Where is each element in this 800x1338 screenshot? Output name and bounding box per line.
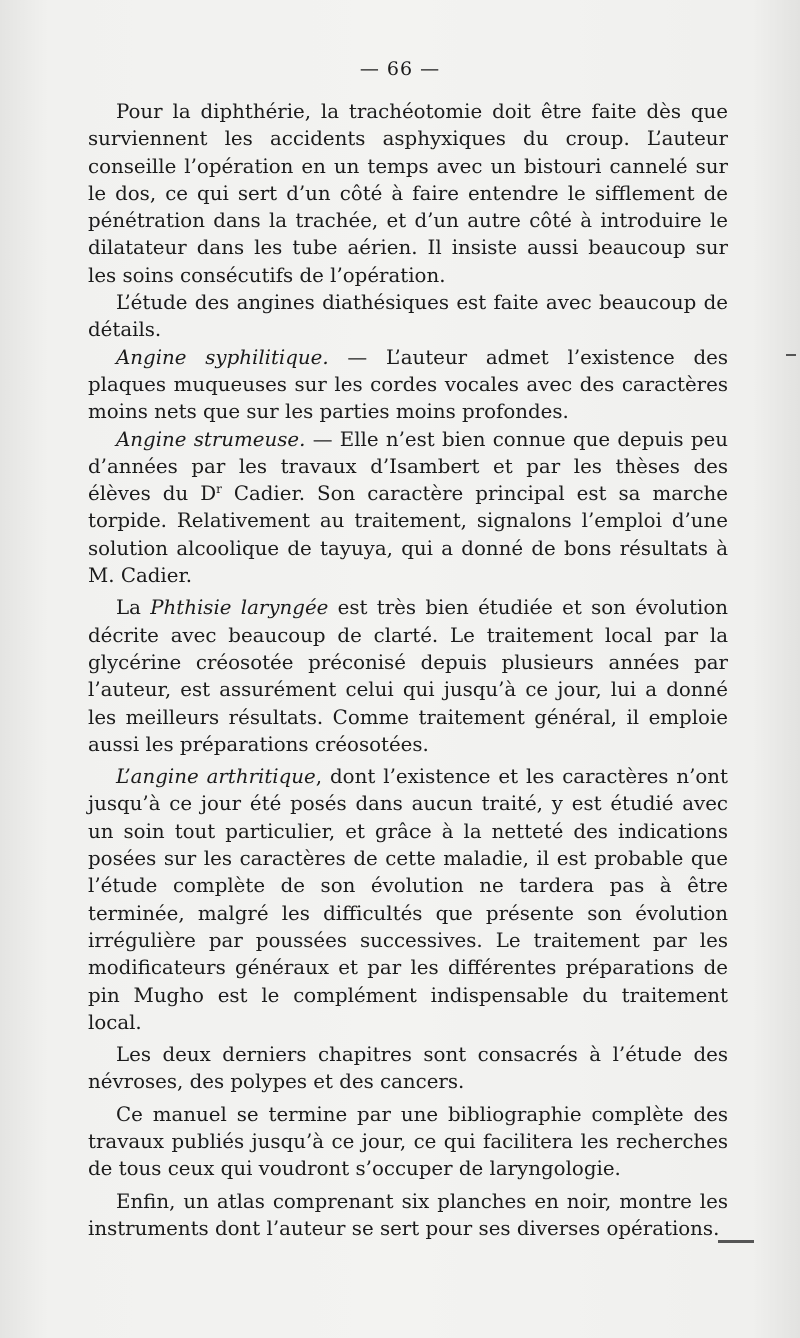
paragraph-diphtheria xyxy=(88,98,728,289)
paragraph-atlas xyxy=(88,1188,728,1243)
paragraph-text: — Elle n’est bien connue que depuis peu d’années par les travaux d’Isambert et par les thèses des élèves du D xyxy=(88,427,728,506)
paragraph-text: — L’auteur admet l’existence des plaques muqueuses sur les cordes vocales avec des caractères moins nets que sur les parties moins profondes. xyxy=(88,345,728,424)
page-number: — 66 — xyxy=(359,58,441,80)
superscript-text: r xyxy=(216,482,222,497)
paragraph-heading-italic: Angine syphilitique. xyxy=(116,345,329,369)
paragraph-heading-italic: Angine strumeuse. xyxy=(116,427,306,451)
margin-mark xyxy=(786,354,796,356)
paragraph-heading-italic: L’angine arthritique xyxy=(116,765,316,789)
paragraph-text: Pour la diphthérie, la trachéotomie doit être faite dès que surviennent les accidents asphyxiques du croup. L’auteur conseille l’opération en un temps avec un bistouri cannelé sur le dos, ce qui sert d’un côté à faire entendre le sifflement de pénétration dans la trachée, et d’un autre côté à introduire le dilatateur dans les tube aérien. Il insiste aussi beaucoup sur les soins consécutifs de l’opération. xyxy=(88,100,728,287)
paragraph-text: Les deux derniers chapitres sont consacrés à l’étude des névroses, des polypes et des cancers. xyxy=(88,1043,728,1094)
paragraph-heading-italic: Phthisie laryngée xyxy=(150,596,329,620)
paragraph-bibliography xyxy=(88,1101,728,1183)
paragraph-last-chapters xyxy=(88,1041,728,1096)
paragraph-laryngeal-phthisis xyxy=(88,594,728,758)
paragraph-strumous-angina xyxy=(88,426,728,590)
paragraph-text: est très bien étudiée et son évolution décrite avec beaucoup de clarté. Le traitement local par la glycérine créosotée préconisé depuis plusieurs années par l’auteur, est assurément celui qui jusqu’à ce jour, lui a donné les meilleurs résultats. Comme traitement général, il emploie aussi les préparations créosotées. xyxy=(88,596,729,756)
body-text xyxy=(88,98,728,1242)
paragraph-text: La xyxy=(116,596,151,620)
paragraph-text: Cadier. Son caractère principal est sa marche torpide. Relativement au traitement, signalons l’emploi d’une solution alcoolique de tayuya, qui a donné de bons résultats à M. Cadier. xyxy=(88,482,728,588)
paragraph-diathesic-angines xyxy=(88,289,728,344)
paragraph-arthritic-angina xyxy=(88,763,728,1036)
paragraph-text: L’étude des angines diathésiques est faite avec beaucoup de détails. xyxy=(88,291,728,342)
paragraph-syphilitic-angina xyxy=(88,344,728,426)
paragraph-text: Enfin, un atlas comprenant six planches en noir, montre les instruments dont l’auteur se sert pour ses diverses opérations. xyxy=(88,1189,728,1240)
margin-mark xyxy=(718,1240,754,1243)
paragraph-text: , dont l’existence et les caractères n’ont jusqu’à ce jour été posés dans aucun traité, y est étudié avec un soin tout particulier, et grâce à la netteté des indications posées sur les caractères de cette maladie, il est probable que l’étude complète de son évolution ne tardera pas à être terminée, malgré les difficultés que présente son évolution irrégulière par poussées successives. Le traitement par les modificateurs généraux et par les différentes préparations de pin Mugho est le complément indispensable du traitement local. xyxy=(88,765,728,1034)
paragraph-text: Ce manuel se termine par une bibliographie complète des travaux publiés jusqu’à ce jour, ce qui facilitera les recherches de tous ceux qui voudront s’occuper de laryngologie. xyxy=(88,1102,728,1181)
